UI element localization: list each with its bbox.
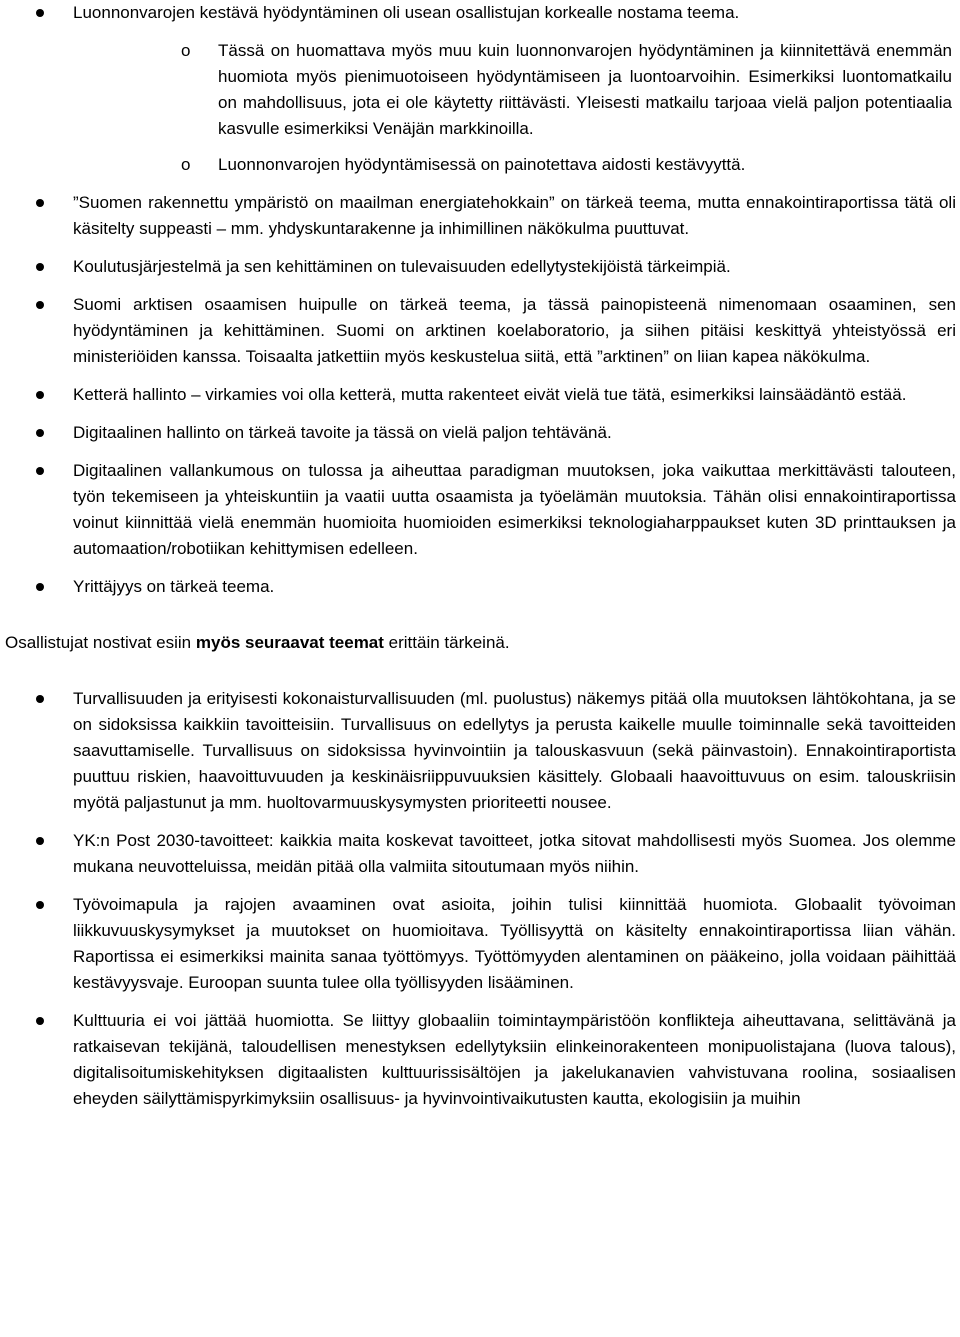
bullet-icon [36, 301, 44, 309]
list-item-text: Työvoimapula ja rajojen avaaminen ovat asioita, joihin tulisi kiinnittää huomiota. Globaalit työvoiman liikkuvuuskysymykset ja muutokset on huomioitava. Työllisyyttä on käsitelty ennakointiraportissa liian vähän. Raportissa ei esimerkiksi mainita sanaa työttömyys. Työttömyyden alentaminen on pääkeino, jolla voidaan päihittää kestävyysvaje. Euroopan suunta tulee olla työllisyyden lisääminen. [73, 895, 956, 992]
list-item-text: Digitaalinen vallankumous on tulossa ja aiheuttaa paradigman muutoksen, joka vaikuttaa merkittävästi talouteen, työn tekemiseen ja yhteiskuntiin ja vaatii uutta osaamista ja työelämän muutoksia. Tähän olisi ennakointiraportissa voinut kiinnittää vielä enemmän huomioita huomioiden esimerkiksi teknologiaharppaukset kuten 3D printtauksen ja automaation/robotiikan kehittymisen edelleen. [73, 461, 956, 558]
sub-list-item-text: Tässä on huomattava myös muu kuin luonnonvarojen hyödyntäminen ja kiinnitettävä enemmän huomiota myös pienimuotoiseen hyödyntämiseen ja luontoarvoihin. Esimerkiksi luontomatkailu on mahdollisuus, jota ei ole käytetty riittävästi. Yleisesti matkailu tarjoaa vielä paljon potentiaalia kasvulle esimerkiksi Venäjän markkinoilla. [218, 41, 952, 138]
list-item-text: YK:n Post 2030-tavoitteet: kaikkia maita koskevat tavoitteet, jotka sitovat mahdollisesti myös Suomea. Jos olemme mukana neuvotteluissa, meidän pitää olla valmiita sitoutumaan myös niihin. [73, 831, 956, 876]
list-item [0, 190, 960, 242]
intro-text: Osallistujat nostivat esiin [5, 633, 196, 652]
intro-text-end: erittäin tärkeinä. [383, 633, 510, 652]
list-item [0, 254, 960, 280]
list-item-text: Ketterä hallinto – virkamies voi olla ketterä, mutta rakenteet eivät vielä tue tätä, esimerkiksi lainsäädäntö estää. [73, 385, 907, 404]
theme-list-1 [0, 0, 960, 600]
bullet-icon [36, 695, 44, 703]
list-item [0, 1008, 960, 1112]
list-item [0, 420, 960, 446]
bullet-icon [36, 1017, 44, 1025]
bullet-icon [36, 429, 44, 437]
sub-list-item-text: Luonnonvarojen hyödyntämisessä on painotettava aidosti kestävyyttä. [218, 155, 746, 174]
bullet-icon [36, 263, 44, 271]
list-item [0, 458, 960, 562]
list-item [0, 0, 960, 178]
bullet-icon [36, 199, 44, 207]
list-item [0, 892, 960, 996]
sub-list [73, 38, 956, 178]
hollow-bullet-icon: o [181, 155, 191, 174]
list-item-text: Koulutusjärjestelmä ja sen kehittäminen on tulevaisuuden edellytystekijöistä tärkeimpiä. [73, 257, 731, 276]
list-item [0, 292, 960, 370]
theme-list-2 [0, 686, 960, 1112]
list-item-text: ”Suomen rakennettu ympäristö on maailman energiatehokkain” on tärkeä teema, mutta ennakointiraportissa tätä oli käsitelty suppeasti – mm. yhdyskuntarakenne ja inhimillinen näkökulma puuttuvat. [73, 193, 956, 238]
hollow-bullet-icon: o [181, 41, 191, 60]
bullet-icon [36, 9, 44, 17]
list-item-text: Suomi arktisen osaamisen huipulle on tärkeä teema, ja tässä painopisteenä nimenomaan osaaminen, sen hyödyntäminen ja kehittäminen. Suomi on arktinen koelaboratorio, ja siihen pitäisi keskittyä yhteistyössä eri ministeriöiden kanssa. Toisaalta jatkettiin myös keskustelua siitä, että ”arktinen” on liian kapea näkökulma. [73, 295, 956, 366]
sub-list-item [73, 38, 956, 142]
list-item-text: Yrittäjyys on tärkeä teema. [73, 577, 275, 596]
list-item-text: Turvallisuuden ja erityisesti kokonaisturvallisuuden (ml. puolustus) näkemys pitää olla muutoksen lähtökohtana, ja se on sidoksissa kaikkiin tavoitteisiin. Turvallisuus on edellytys ja perusta kaikelle muulle toiminnalle sekä tavoitteiden saavuttamiselle. Turvallisuus on sidoksissa hyvinvointiin ja talouskasvuun (sekä päinvastoin). Ennakointiraportista puuttuu riskien, haavoittuvuuden ja keskinäisriippuvuuksien käsittely. Globaali haavoittuvuus on esim. talouskriisin myötä paljastunut ja mm. huoltovarmuuskysymysten prioriteetti nousee. [73, 689, 956, 812]
intro-paragraph [0, 630, 960, 656]
bullet-icon [36, 583, 44, 591]
bullet-icon [36, 901, 44, 909]
intro-bold-text: myös seuraavat teemat [195, 633, 384, 652]
list-item-text: Digitaalinen hallinto on tärkeä tavoite ja tässä on vielä paljon tehtävänä. [73, 423, 612, 442]
list-item [0, 828, 960, 880]
list-item [0, 574, 960, 600]
bullet-icon [36, 837, 44, 845]
list-item-text: Luonnonvarojen kestävä hyödyntäminen oli usean osallistujan korkealle nostama teema. [73, 3, 740, 22]
bullet-icon [36, 391, 44, 399]
list-item [0, 686, 960, 816]
sub-list-item [73, 152, 956, 178]
list-item [0, 382, 960, 408]
list-item-text: Kulttuuria ei voi jättää huomiotta. Se liittyy globaaliin toimintaympäristöön konflikteja aiheuttavana, selittävänä ja ratkaisevan tekijänä, taloudellisen menestyksen edellytyksiin elinkeinorakenteen monipuolistajana (luova talous), digitalisoitumiskehityksen digitaalisten kulttuurissisältöjen ja jakelukanavien vahvistuvana roolina, sosiaalisen eheyden säilyttämispyrkimyksiin osallisuus- ja hyvinvointivaikutusten kautta, ekologisiin ja muihin [73, 1011, 956, 1108]
bullet-icon [36, 467, 44, 475]
